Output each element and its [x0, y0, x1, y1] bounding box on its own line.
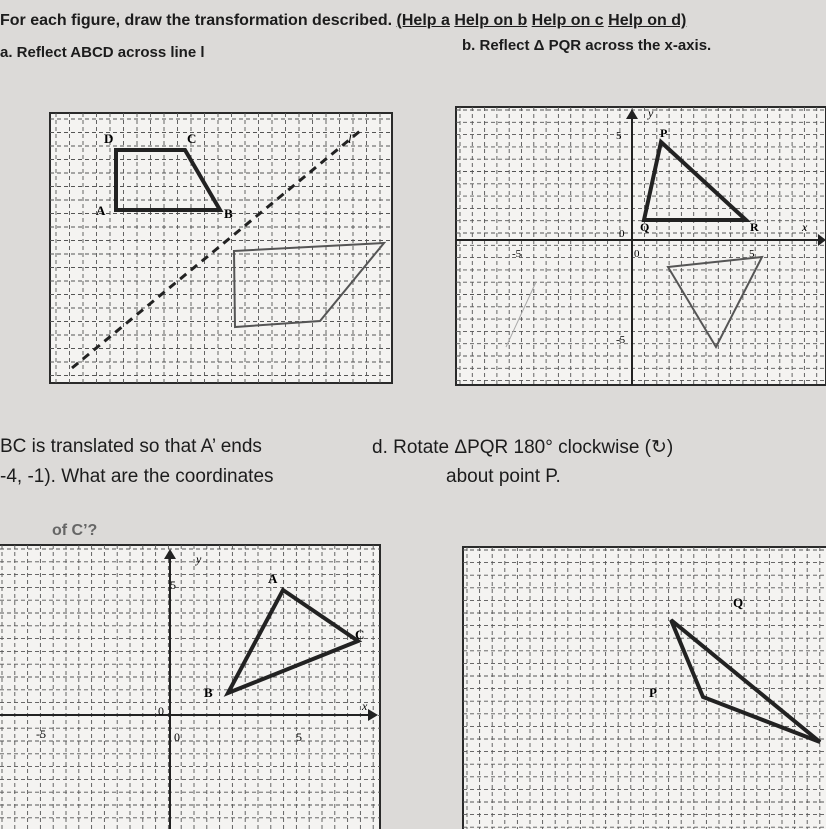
- x-tick-neg5: -5: [512, 248, 522, 260]
- help-d-link[interactable]: Help on d): [608, 12, 687, 29]
- part-d-line1: d. Rotate ΔPQR 180° clockwise (↻): [372, 437, 674, 458]
- point-d-label: D: [104, 131, 114, 146]
- point-b-label: B: [204, 685, 213, 700]
- point-c-label: C: [355, 627, 365, 642]
- grid-panel-d[interactable]: [463, 547, 826, 829]
- grid-panel-a[interactable]: [50, 113, 392, 383]
- x-origin-label: 0: [634, 248, 640, 260]
- point-r-label: R: [750, 220, 759, 234]
- point-p-label: P: [649, 685, 657, 700]
- x-axis-label: x: [362, 699, 368, 713]
- grid-panel-c[interactable]: [0, 545, 380, 829]
- part-a-label: a. Reflect ABCD across line l: [0, 44, 205, 61]
- point-a-label: A: [268, 571, 278, 586]
- part-c-line1: BC is translated so that A’ ends: [0, 436, 262, 457]
- point-c-label: C: [187, 131, 197, 146]
- part-c-line3: of C’?: [52, 522, 98, 539]
- point-b-label: B: [224, 206, 233, 221]
- grid-a-border: [50, 113, 392, 383]
- instruction-header: [0, 12, 686, 30]
- y-tick-neg5: -5: [616, 334, 626, 346]
- point-q-label: Q: [733, 595, 744, 610]
- line-l-label: l: [348, 131, 352, 146]
- part-d-line2: about point P.: [446, 466, 561, 487]
- origin-label: 0: [619, 228, 625, 240]
- x-tick-5: 5: [296, 730, 302, 744]
- point-q-label: Q: [640, 220, 650, 234]
- origin-label: 0: [158, 704, 164, 718]
- help-c-link[interactable]: Help on c: [531, 12, 604, 29]
- point-p-label: P: [660, 126, 668, 140]
- part-b-label: b. Reflect Δ PQR across the x-axis.: [462, 37, 712, 54]
- help-b-link[interactable]: Help on b: [454, 12, 528, 29]
- x-origin-label: 0: [174, 730, 180, 744]
- y-tick-5: 5: [616, 130, 622, 142]
- x-axis-label: x: [802, 220, 808, 234]
- grid-panel-b[interactable]: [456, 107, 826, 385]
- y-axis-label: y: [196, 552, 202, 566]
- help-a-link[interactable]: (Help a: [396, 12, 450, 29]
- x-tick-5: 5: [749, 248, 755, 260]
- y-tick-5: 5: [170, 578, 176, 592]
- part-c-line2: -4, -1). What are the coordinates: [0, 466, 274, 487]
- y-axis-label: y: [648, 106, 654, 120]
- instruction-text: For each figure, draw the transformation described.: [0, 12, 393, 29]
- x-tick-neg5: -5: [36, 727, 46, 741]
- point-a-label: A: [96, 203, 106, 218]
